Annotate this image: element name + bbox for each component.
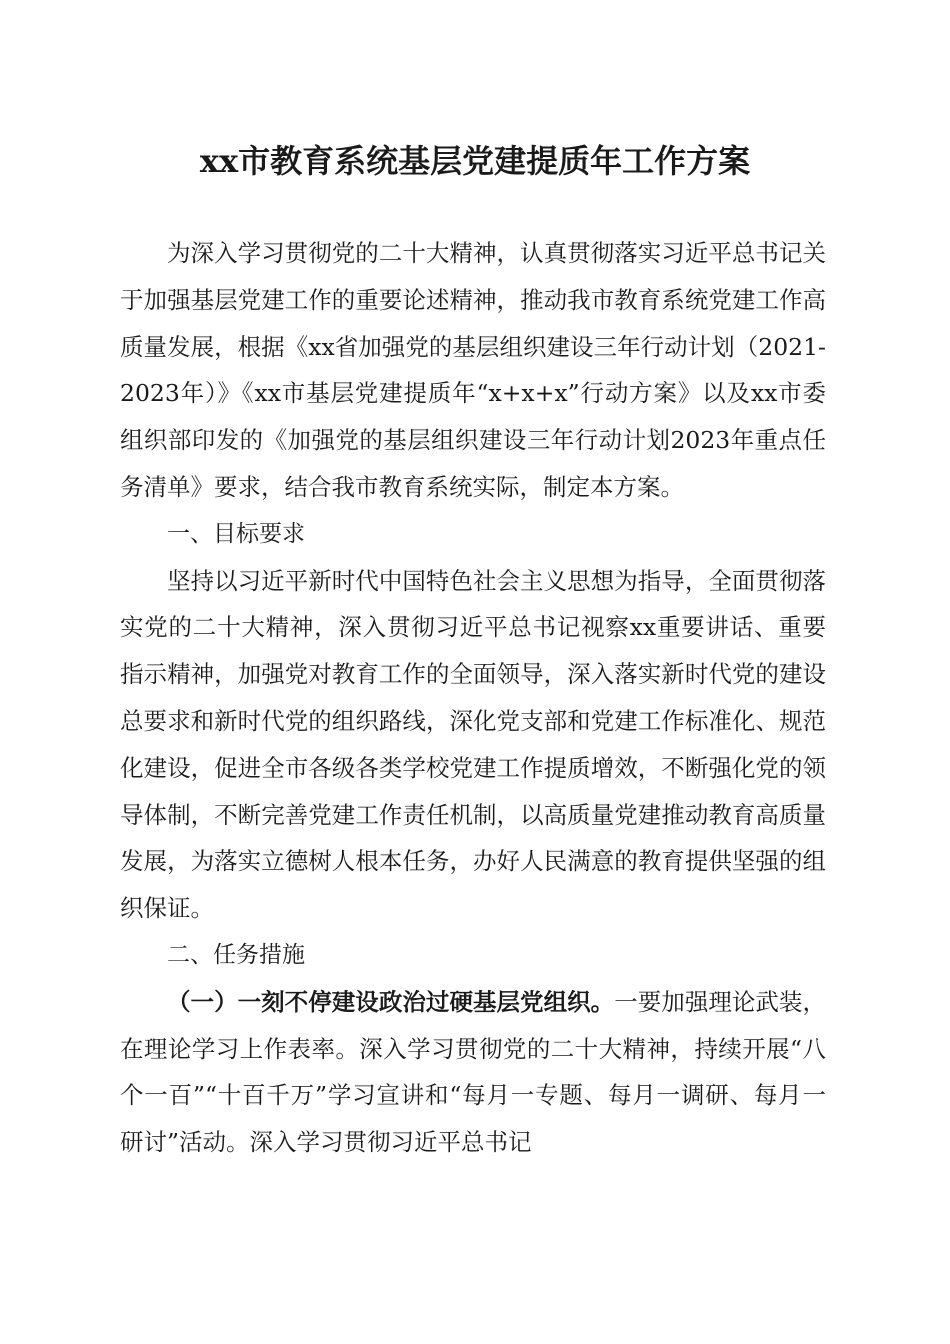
document-body bbox=[120, 230, 826, 1166]
tasks-paragraph bbox=[120, 979, 826, 1166]
document-title: xx市教育系统基层党建提质年工作方案 bbox=[199, 142, 751, 180]
intro-paragraph: 为深入学习贯彻党的二十大精神，认真贯彻落实习近平总书记关于加强基层党建工作的重要论述精神，推动我市教育系统党建工作高质量发展，根据《xx省加强党的基层组织建设三年行动计划（2021-2023年）》《xx市基层党建提质年“x+x+x”行动方案》以及xx市委组织部印发的《加强党的基层组织建设三年行动计划2023年重点任务清单》要求，结合我市教育系统实际，制定本方案。 bbox=[120, 239, 826, 501]
section-heading-goals: 一、目标要求 bbox=[167, 520, 305, 547]
section-heading-tasks: 二、任务措施 bbox=[167, 941, 305, 968]
subsection-lead: （一）一刻不停建设政治过硬基层党组织。 bbox=[167, 987, 615, 1016]
goals-paragraph: 坚持以习近平新时代中国特色社会主义思想为指导，全面贯彻落实党的二十大精神，深入贯彻习近平总书记视察xx重要讲话、重要指示精神，加强党对教育工作的全面领导，深入落实新时代党的建设总要求和新时代党的组织路线，深化党支部和党建工作标准化、规范化建设，促进全市各级各类学校党建工作提质增效，不断强化党的领导体制，不断完善党建工作责任机制，以高质量党建推动教育高质量发展，为落实立德树人根本任务，办好人民满意的教育提供坚强的组织保证。 bbox=[120, 566, 826, 923]
subsection-text: 一要加强理论武装，在理论学习上作表率。深入学习贯彻党的二十大精神，持续开展“八个一百”“十百千万”学习宣讲和“每月一专题、每月一调研、每月一研讨”活动。深入学习贯彻习近平总书记 bbox=[120, 987, 826, 1157]
